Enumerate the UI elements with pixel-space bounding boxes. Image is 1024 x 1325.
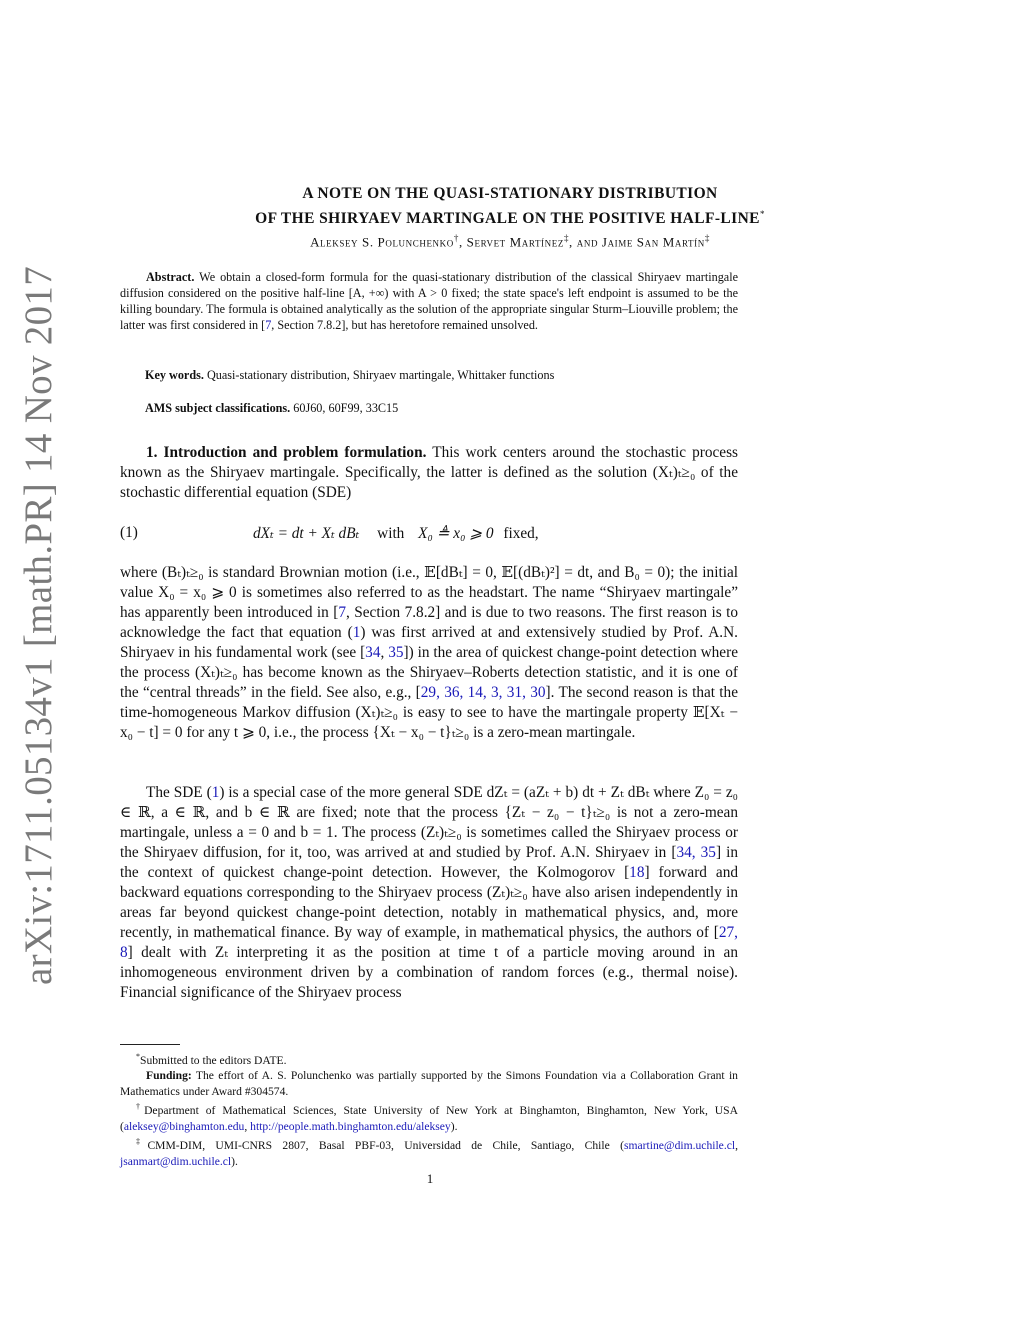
paragraph-text: ] dealt with Zₜ interpreting it as the position at time t of a particle moving around in an inhomogeneous environment driven by a combination of random forces (e.g., thermal noise). Financial significance of the Shiryaev process	[120, 944, 738, 1001]
paragraph-text: ) was first arrived at and extensively studied by Prof. A.N. Shiryaev in his fundamental work (see [	[120, 624, 738, 661]
paragraph-text: ]) in the area of quickest change-point detection where the process (Xₜ)ₜ≥₀ has become known as the Shiryaev–Roberts detection statistic, and it is one of the “central threads” in the field. See also, e.g., [	[120, 644, 738, 701]
paragraph-3	[120, 783, 738, 1003]
abstract-text: We obtain a closed-form formula for the quasi-stationary distribution of the classical Shiryaev martingale diffusion considered on the positive half-line [A, +∞) with A > 0 fixed; the state space's left endpoint is assumed to be the killing boundary. The formula is obtained analytically as the solution of the appropriate singular Sturm–Liouville problem; the latter was first considered in [	[120, 270, 738, 332]
author-list	[100, 233, 920, 250]
author-3: Jaime San Martín	[601, 234, 705, 250]
paper-title	[100, 184, 920, 229]
footnote-divider	[120, 1044, 180, 1045]
footnote-mark: ‡	[136, 1137, 148, 1147]
ams-label: AMS subject classifications.	[145, 401, 291, 415]
author-2-mark: ‡	[563, 233, 570, 243]
section-1-intro	[120, 443, 738, 503]
equation-link[interactable]: 1	[352, 624, 361, 641]
author-3-mark: ‡	[704, 233, 710, 243]
paragraph-text: ,	[380, 644, 389, 661]
equation-fixed: fixed,	[503, 525, 539, 542]
page-number: 1	[426, 1171, 434, 1186]
equation-with: with	[377, 525, 405, 542]
abstract-text-end: , Section 7.8.2], but has heretofore remained unsolved.	[271, 318, 538, 332]
keywords-text: Quasi-stationary distribution, Shiryaev martingale, Whittaker functions	[206, 368, 555, 382]
paragraph-text: The SDE (	[146, 784, 212, 801]
equation-lhs: dXₜ = dt + Xₜ dBₜ	[253, 525, 360, 542]
paragraph-text: where (Bₜ)ₜ≥₀ is standard Brownian motion (i.e., 𝔼[dBₜ] = 0, 𝔼[(dBₜ)²] = dt, and B₀ = 0); the initial value X₀ = x₀ ⩾ 0 is sometimes also referred to as the headstart. The name “Shiryaev martingale” has apparently been introduced in [	[120, 564, 738, 621]
equation-condition: X₀ ≜ x₀ ⩾ 0	[418, 525, 494, 542]
footnote-text: Department of Mathematical Sciences, State University of New York at Binghamton, Binghamton, New York, USA (	[120, 1104, 738, 1133]
intro-paragraph: This work centers around the stochastic process known as the Shiryaev martingale. Specifically, the latter is defined as the solution (Xₜ)ₜ≥₀ of the stochastic differential equation (SDE)	[120, 444, 738, 501]
footnote-text: ,	[735, 1139, 739, 1153]
paragraph-text: ]. The second reason is that the time-homogeneous Markov diffusion (Xₜ)ₜ≥₀ is easy to see to have the martingale property 𝔼[Xₜ − x₀ − t] = 0 for any t ⩾ 0, i.e., the process {Xₜ − x₀ − t}ₜ≥₀ is a zero-mean martingale.	[120, 684, 738, 741]
author-1-mark: †	[453, 233, 459, 243]
footnote-affiliation-1	[120, 1099, 738, 1134]
keywords-label: Key words.	[145, 368, 204, 382]
footnote-text: The effort of A. S. Polunchenko was partially supported by the Simons Foundation via a Collaboration Grant in Mathematics under Award #304574.	[120, 1069, 738, 1098]
footnote-text: ,	[244, 1119, 251, 1133]
title-footnote-mark: *	[759, 209, 765, 219]
footnote-submitted	[120, 1049, 738, 1068]
footnote-funding	[120, 1068, 738, 1099]
section-heading: 1. Introduction and problem formulation.	[146, 444, 427, 461]
equation-link[interactable]: 1	[211, 784, 220, 801]
footnote-mark: *	[136, 1052, 140, 1061]
abstract	[120, 269, 738, 333]
keywords	[145, 368, 554, 383]
citation-link[interactable]: 18	[629, 864, 645, 881]
footnote-text: CMM-DIM, UMI-CNRS 2807, Basal PBF-03, Universidad de Chile, Santiago, Chile (	[147, 1139, 624, 1153]
author-separator: ,	[458, 234, 467, 250]
arxiv-side-stamp: arXiv:1711.05134v1 [math.PR] 14 Nov 2017	[17, 265, 60, 985]
ams-classification	[145, 401, 398, 416]
paragraph-text: , Section 7.8.2] and is due to two reasons. The first reason is to acknowledge the fact that equation (	[120, 604, 739, 641]
title-line-1: A NOTE ON THE QUASI-STATIONARY DISTRIBUTION	[302, 185, 718, 202]
citation-link[interactable]: 7	[265, 318, 272, 332]
footnote-text: ).	[450, 1119, 458, 1133]
footnote-mark: †	[136, 1102, 145, 1112]
footnotes	[120, 1049, 738, 1169]
email-link[interactable]: aleksey@binghamton.edu	[123, 1119, 245, 1133]
footnote-text: ).	[231, 1154, 238, 1168]
citation-link[interactable]: 7	[338, 604, 347, 621]
footnote-affiliation-2	[120, 1134, 738, 1169]
author-separator: , and	[569, 234, 602, 250]
paragraph-text: ) is a special case of the more general SDE dZₜ = (aZₜ + b) dt + Zₜ dBₜ where Z₀ = z₀ ∈ ℝ, a ∈ ℝ, and b ∈ ℝ are fixed; note that the process {Zₜ − z₀ − t}ₜ≥₀ is not a zero-mean martingale, unless a = 0 and b = 1. The process (Zₜ)ₜ≥₀ is sometimes called the Shiryaev process or the Shiryaev diffusion, for it, too, was arrived at and studied by Prof. A.N. Shiryaev in [	[120, 784, 738, 861]
paragraph-text: ] forward and backward equations corresponding to the Shiryaev process (Zₜ)ₜ≥₀ have also arisen independently in areas far beyond quickest change-point detection, notably in mathematical physics, and, more recently, in mathematical finance. By way of example, in mathematical physics, the authors of [	[120, 864, 739, 941]
paragraph-2	[120, 563, 738, 743]
equation-number: (1)	[120, 524, 138, 541]
title-line-2: OF THE SHIRYAEV MARTINGALE ON THE POSITIVE HALF-LINE*	[255, 209, 765, 228]
email-link[interactable]: smartine@dim.uchile.cl	[623, 1139, 736, 1153]
paragraph-text: ] in the context of quickest change-point detection. However, the Kolmogorov [	[120, 844, 738, 881]
author-1: Aleksey S. Polunchenko	[310, 234, 454, 250]
funding-label: Funding:	[146, 1069, 192, 1083]
author-2: Servet Martínez	[466, 234, 564, 250]
citation-link[interactable]: 34	[365, 644, 381, 661]
citation-link[interactable]: 35	[388, 644, 404, 661]
citation-link[interactable]: 29, 36, 14, 3, 31, 30	[420, 684, 546, 701]
url-link[interactable]: http://people.math.binghamton.edu/aleksey	[250, 1119, 451, 1133]
citation-link[interactable]: 27, 8	[120, 924, 738, 961]
ams-text: 60J60, 60F99, 33C15	[293, 401, 399, 415]
email-link[interactable]: jsanmart@dim.uchile.cl	[120, 1154, 232, 1168]
footnote-text: Submitted to the editors DATE.	[140, 1053, 287, 1067]
citation-link[interactable]: 34, 35	[676, 844, 716, 861]
equation-1	[253, 524, 539, 543]
abstract-label: Abstract.	[146, 270, 195, 284]
